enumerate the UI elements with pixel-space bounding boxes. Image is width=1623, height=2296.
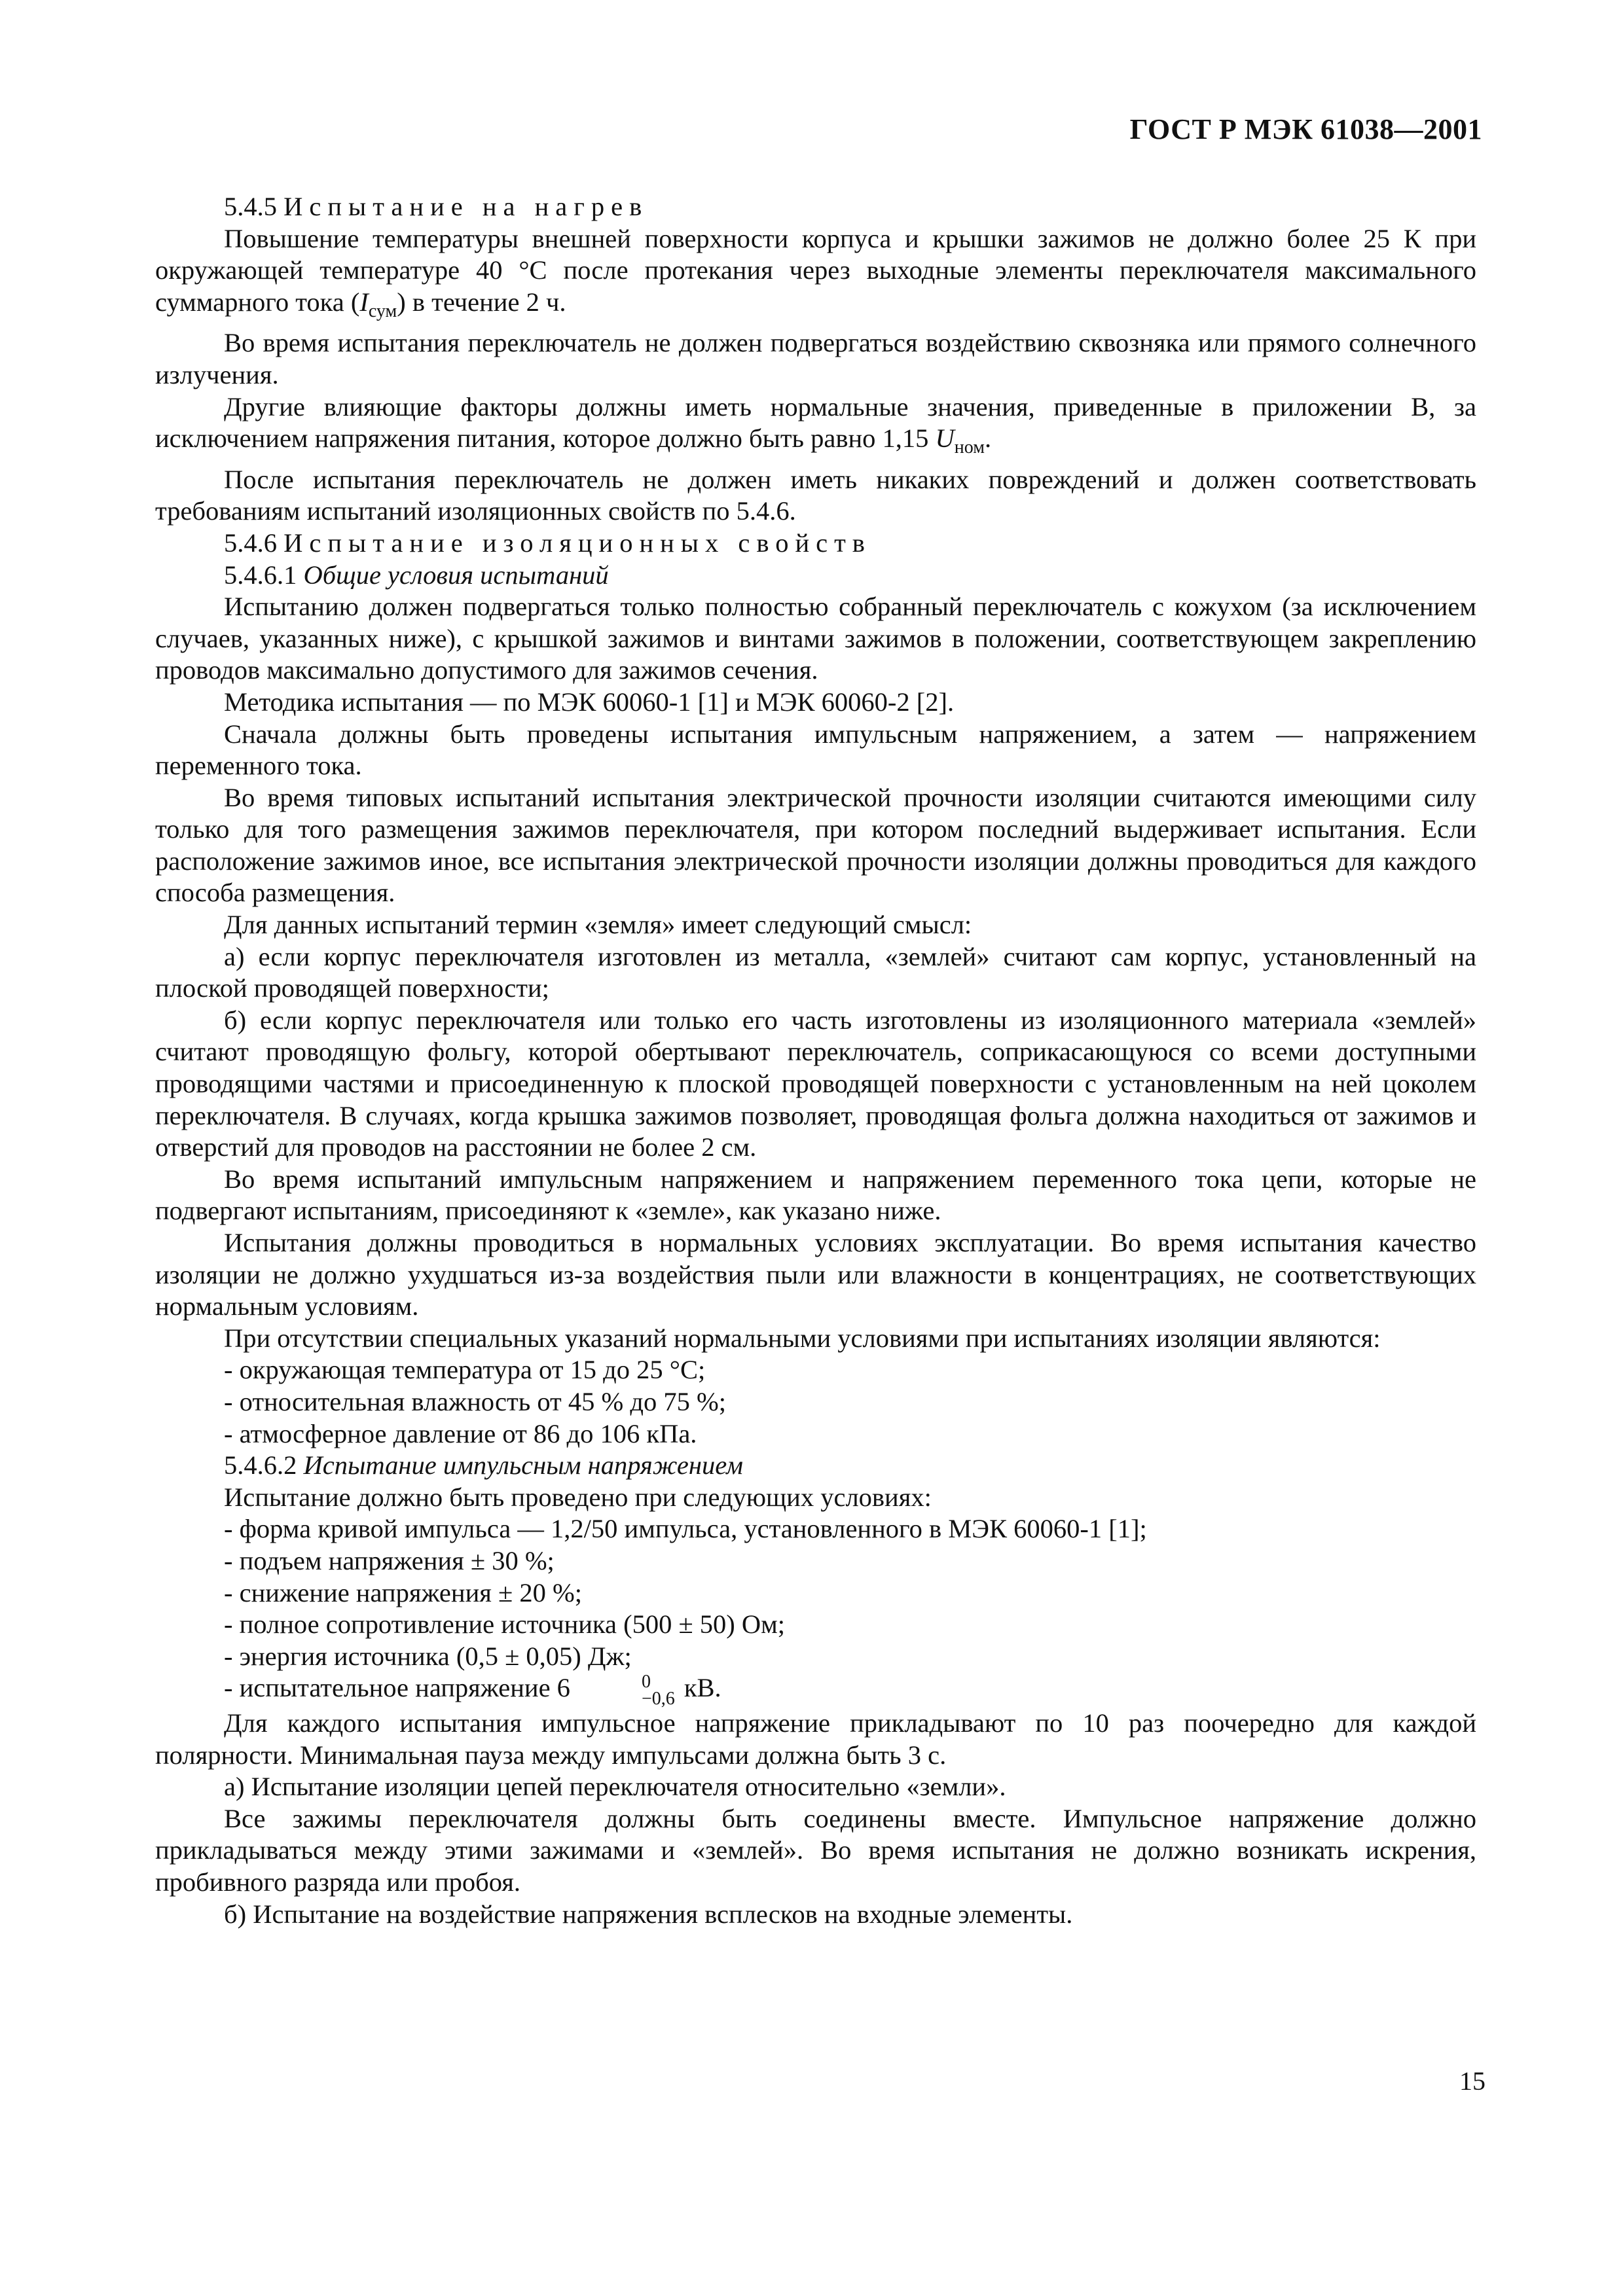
paragraph: Методика испытания — по МЭК 60060-1 [1] и МЭК 60060-2 [2]. bbox=[224, 687, 955, 717]
subsection-heading-5-4-6-1: 5.4.6.1 Общие условия испытаний bbox=[224, 560, 609, 590]
list-item: - снижение напряжения ± 20 %; bbox=[224, 1577, 582, 1607]
list-item: б) Испытание на воздействие напряжения всплесков на входные элементы. bbox=[224, 1899, 1073, 1929]
document-header: ГОСТ Р МЭК 61038—2001 bbox=[1129, 113, 1482, 145]
paragraph: Во время типовых испытаний испытания электрической прочности изоляции считаются имеющими силу только для того размещения зажимов переключателя, при котором последний выдерживает испытания. Если расположение зажимов иное, все испытания электрической прочности изоляции должны проводиться для каждого способа размещения. bbox=[155, 782, 1476, 908]
paragraph: Другие влияющие факторы должны иметь нормальные значения, приведенные в приложении В, за исключением напряжения питания, которое должно быть равно 1,15 $U_{ном}$. bbox=[155, 391, 1476, 458]
section-number: 5.4.6 bbox=[224, 528, 277, 558]
paragraph: Испытание должно быть проведено при следующих условиях: bbox=[224, 1482, 932, 1512]
page-number: 15 bbox=[1459, 2066, 1486, 2096]
paragraph: Во время испытаний импульсным напряжением и напряжением переменного тока цепи, которые не подвергают испытаниям, присоединяют к «земле», как указано ниже. bbox=[155, 1164, 1476, 1226]
tolerance: 0 −0,6 bbox=[641, 1672, 675, 1710]
section-title: Испытание на нагрев bbox=[283, 192, 649, 221]
section-heading-5-4-5 bbox=[155, 191, 1476, 223]
list-item: а) Испытание изоляции цепей переключателя относительно «земли». bbox=[224, 1772, 1006, 1802]
list-item: - окружающая температура от 15 до 25 °С; bbox=[224, 1355, 706, 1385]
list-item: - испытательное напряжение 6 0 −0,6 кВ. bbox=[224, 1672, 721, 1710]
list-item: - форма кривой импульса — 1,2/50 импульса, установленного в МЭК 60060-1 [1]; bbox=[224, 1514, 1147, 1544]
paragraph: При отсутствии специальных указаний нормальными условиями при испытаниях изоляции являются: bbox=[224, 1323, 1381, 1353]
list-item: а) если корпус переключателя изготовлен из металла, «землей» считают сам корпус, установленный на плоской проводящей поверхности; bbox=[155, 941, 1476, 1003]
list-item: - полное сопротивление источника (500 ± 50) Ом; bbox=[224, 1609, 786, 1640]
section-number: 5.4.5 bbox=[224, 192, 277, 221]
list-item: - относительная влажность от 45 % до 75 %; bbox=[224, 1386, 726, 1416]
section-heading-5-4-6 bbox=[155, 528, 1476, 560]
list-item: - энергия источника (0,5 ± 0,05) Дж; bbox=[224, 1641, 632, 1671]
paragraph: Повышение температуры внешней поверхности корпуса и крышки зажимов не должно более 25 К при окружающей температуре 40 °С после протекания через выходные элементы переключателя максимального суммарного тока $(I_{сум})$ в течение 2 ч. bbox=[155, 223, 1476, 321]
section-title: Испытание изоляционных свойств bbox=[283, 528, 871, 558]
paragraph: Сначала должны быть проведены испытания импульсным напряжением, а затем — напряжением переменного тока. bbox=[155, 719, 1476, 781]
paragraph: Во время испытания переключатель не должен подвергаться воздействию сквозняка или прямого солнечного излучения. bbox=[155, 328, 1476, 389]
paragraph: Испытанию должен подвергаться только полностью собранный переключатель с кожухом (за исключением случаев, указанных ниже), с крышкой зажимов и винтами зажимов в положении, соответствующем закреплению проводов максимально допустимого для зажимов сечения. bbox=[155, 592, 1476, 685]
paragraph: После испытания переключатель не должен иметь никаких повреждений и должен соответствовать требованиям испытаний изоляционных свойств по 5.4.6. bbox=[155, 464, 1476, 526]
subsection-heading-5-4-6-2: 5.4.6.2 Испытание импульсным напряжением bbox=[224, 1450, 744, 1480]
paragraph: Для данных испытаний термин «земля» имеет следующий смысл: bbox=[224, 910, 972, 940]
list-item: - атмосферное давление от 86 до 106 кПа. bbox=[224, 1418, 697, 1448]
paragraph: Для каждого испытания импульсное напряжение прикладывают по 10 раз поочередно для каждой полярности. Минимальная пауза между импульсами должна быть 3 с. bbox=[155, 1708, 1476, 1770]
document-body bbox=[155, 191, 1476, 1930]
paragraph: Испытания должны проводиться в нормальных условиях эксплуатации. Во время испытания качество изоляции не должно ухудшаться из-за воздействия пыли или влажности в концентрациях, не соответствующих нормальным условиям. bbox=[155, 1228, 1476, 1321]
list-item: - подъем напряжения ± 30 %; bbox=[224, 1545, 555, 1575]
paragraph: Все зажимы переключателя должны быть соединены вместе. Импульсное напряжение должно прикладываться между этими зажимами и «землей». Во время испытания не должно возникать искрения, пробивного разряда или пробоя. bbox=[155, 1803, 1476, 1897]
list-item: б) если корпус переключателя или только его часть изготовлены из изоляционного материала «землей» считают проводящую фольгу, которой обертывают переключатель, соприкасающуюся со всеми доступными проводящими частями и присоединенную к плоской проводящей поверхности с установленным на ней цоколем переключателя. В случаях, когда крышка зажимов позволяет, проводящая фольга должна находиться от зажимов и отверстий для проводов на расстоянии не более 2 см. bbox=[155, 1005, 1476, 1162]
